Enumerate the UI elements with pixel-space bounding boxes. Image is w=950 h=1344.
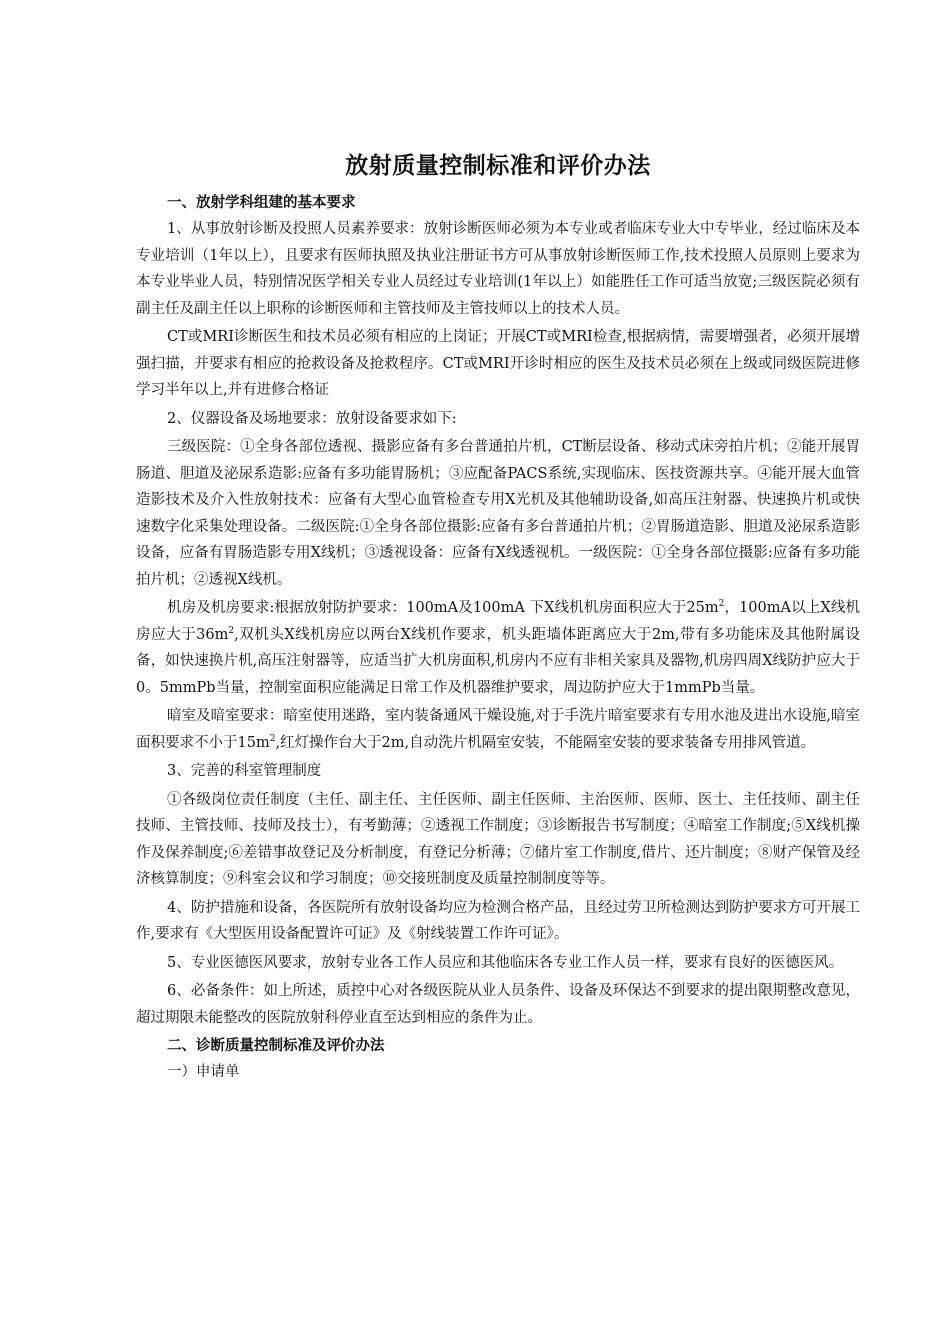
paragraph-protection: 4、防护措施和设备，各医院所有放射设备均应为检测合格产品，且经过劳卫所检测达到防护要求方可开展工作,要求有《大型医用设备配置许可证》及《射线装置工作许可证》。 <box>136 899 860 942</box>
darkroom-text-a: 暗室及暗室要求：暗室使用迷路，室内装备通风干燥设施,对于手洗片暗室要求有专用水池及进出水设施,暗室面积要求不小于15m <box>136 708 860 751</box>
paragraph-room-requirements <box>136 595 860 701</box>
document-title: 放射质量控制标准和评价办法 <box>345 153 651 179</box>
darkroom-text-b: ,红灯操作台大于2m,自动洗片机隔室安装，不能隔室安装的要求装备专用排风管道。 <box>275 734 816 751</box>
room-text-c: ,双机头X线机房应以两台X线机作要求，机头距墙体距离应大于2m,带有多功能床及其他附属设备，如快速换片机,高压注射器等，应适当扩大机房面积,机房内不应有非相关家具及器物,机房四周X线防护应大于0。5mmPb当量，控制室面积应能满足日常工作及机器维护要求，周边防护应大于1mmPb当量。 <box>136 626 860 696</box>
paragraph-equipment-intro: 2、仪器设备及场地要求：放射设备要求如下: <box>167 410 457 427</box>
superscript: 2 <box>228 625 235 636</box>
paragraph-management-intro: 3、完善的科室管理制度 <box>167 763 322 779</box>
paragraph-conditions: 6、必备条件：如上所述，质控中心对各级医院从业人员条件、设备及环保达不到要求的提出限期整改意见，超过期限未能整改的医院放射科停业直至达到相应的条件为止。 <box>136 983 860 1026</box>
room-text-a: 机房及机房要求:根据放射防护要求：100mA及100mA 下X线机机房面积应大于25m <box>167 600 719 616</box>
paragraph-management-rules: ①各级岗位责任制度（主任、副主任、主任医师、副主任医师、主治医师、医师、医士、主任技师、副主任技师、主管技师、技师及技士），有考勤薄；②透视工作制度；③诊断报告书写制度；④暗室工作制度;⑤X线机操作及保养制度;⑥差错事故登记及分析制度，有登记分析薄；⑦储片室工作制度,借片、还片制度；⑧财产保管及经济核算制度；⑨科室会议和学习制度；⑩交接班制度及质量控制制度等等。 <box>136 791 860 887</box>
paragraph-staff-requirements: 1、从事放射诊断及投照人员素养要求：放射诊断医师必须为本专业或者临床专业大中专毕业，经过临床及本专业培训（1年以上），且要求有医师执照及执业注册证书方可从事放射诊断医师工作,技术投照人员原则上要求为本专业毕业人员，特别情况医学相关专业人员经过专业培训(1年以上）如能胜任工作可适当放宽;三级医院必须有副主任及副主任以上职称的诊断医师和主管技师及主管技师以上的技术人员。 <box>136 221 860 317</box>
document-page <box>136 150 860 1086</box>
paragraph-application-form: 一）申请单 <box>167 1064 240 1080</box>
section-heading-1: 一、放射学科组建的基本要求 <box>167 194 356 211</box>
room-text-b: ，100mA以上X线机房应大于36m <box>136 600 860 643</box>
superscript: 2 <box>269 733 276 744</box>
paragraph-darkroom-requirements <box>136 703 860 756</box>
paragraph-equipment-by-level: 三级医院：①全身各部位透视、摄影应备有多台普通拍片机，CT断层设备、移动式床旁拍片机；②能开展胃肠道、胆道及泌尿系造影:应备有多功能胃肠机；③应配备PACS系统,实现临床、医技资源共享。④能开展大血管造影技术及介入性放射技术：应备有大型心血管检查专用X光机及其他辅助设备,如高压注射器、快速换片机或快速数字化采集处理设备。二级医院:①全身各部位摄影:应备有多台普通拍片机；②胃肠道造影、胆道及泌尿系造影设备，应备有胃肠造影专用X线机；③透视设备：应备有X线透视机。一级医院：①全身各部位摄影:应备有多功能拍片机；②透视X线机。 <box>136 439 860 588</box>
section-heading-2: 二、诊断质量控制标准及评价办法 <box>167 1037 385 1054</box>
superscript: 2 <box>718 599 725 610</box>
paragraph-ct-mri-requirements: CT或MRI诊断医生和技术员必须有相应的上岗证；开展CT或MRI检查,根据病情，需要增强者，必须开展增强扫描，并要求有相应的抢救设备及抢救程序。CT或MRI开诊时相应的医生及技术员必须在上级或同级医院进修学习半年以上,并有进修合格证 <box>136 329 860 398</box>
paragraph-ethics: 5、专业医德医风要求，放射专业各工作人员应和其他临床各专业工作人员一样，要求有良好的医德医风。 <box>167 954 844 971</box>
